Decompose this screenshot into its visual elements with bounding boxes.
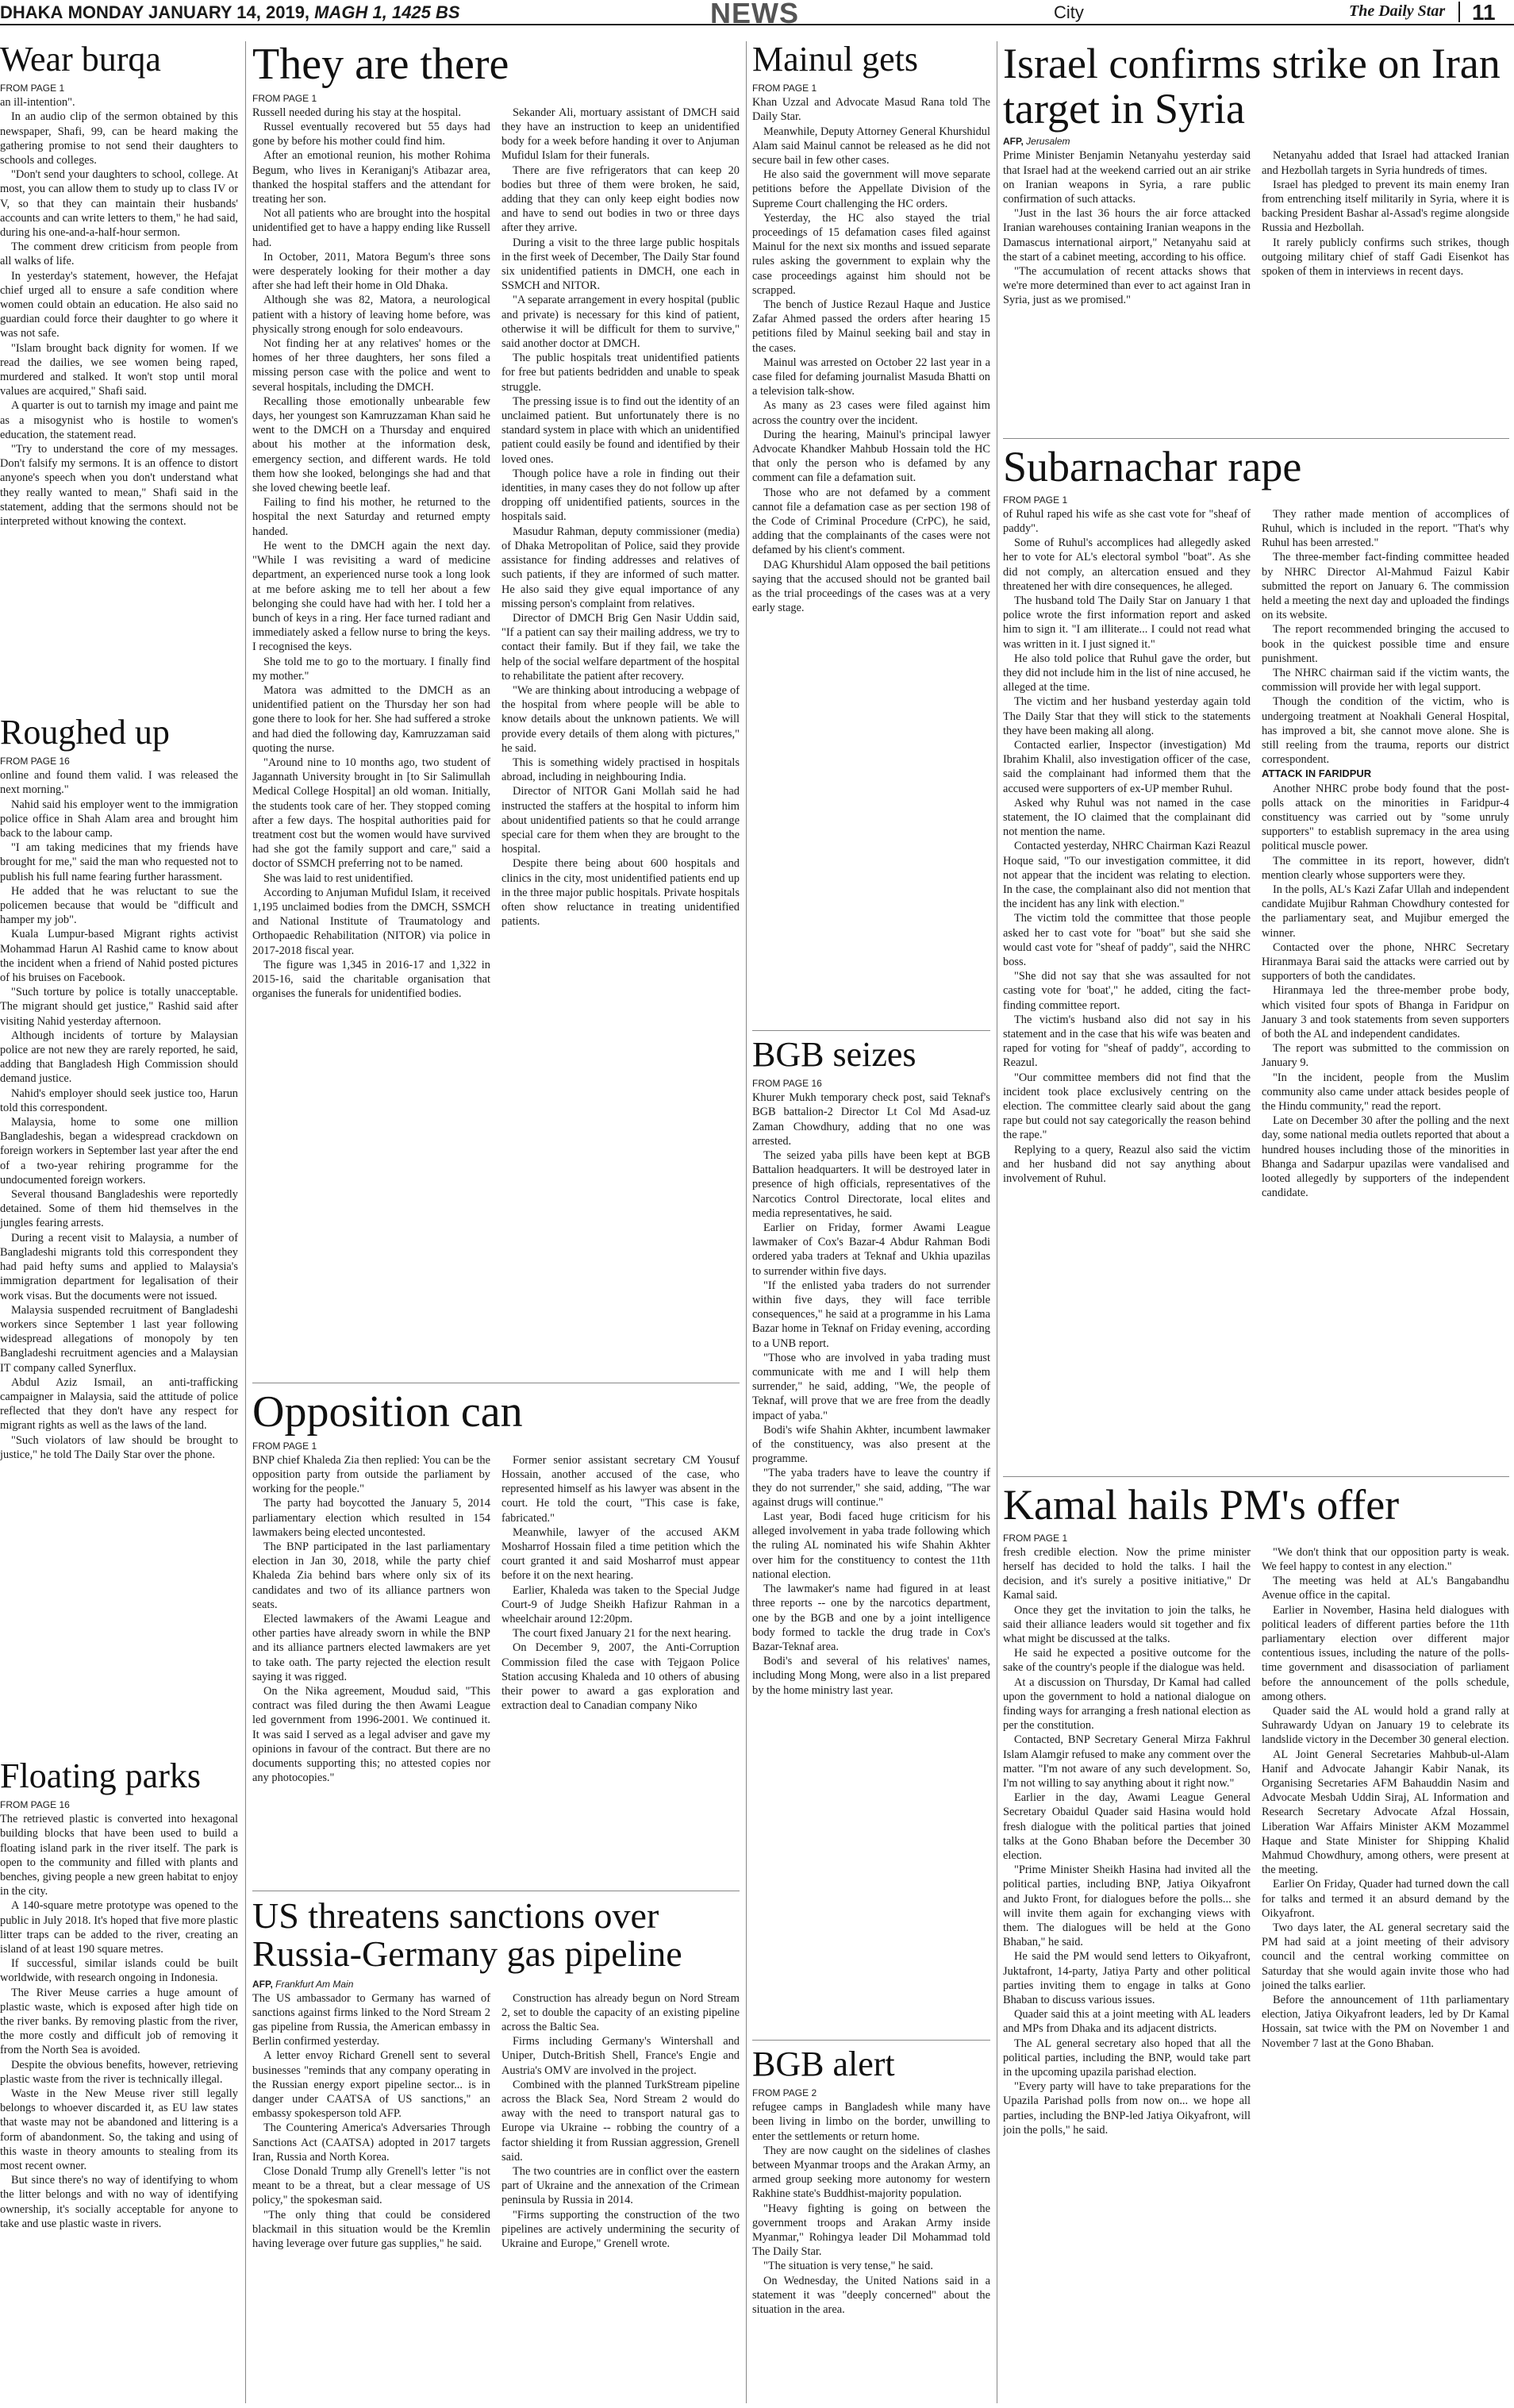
story-paragraph: In October, 2011, Matora Begum's three sons were desperately looking for their mother a day after she had left their home in Old Dhaka.: [252, 250, 490, 293]
story-headline: BGB alert: [752, 2046, 895, 2083]
story-paragraph: The report was submitted to the commission on January 9.: [1262, 1042, 1509, 1070]
story-paragraph: "She did not say that she was assaulted for not casting vote for 'boat'," he added, citing the fact-finding committee report.: [1003, 970, 1251, 1012]
story-paragraph: Recalling those emotionally unbearable few days, her youngest son Kamruzzaman Khan said he went to the DMCH on a Thursday and enquired about his mother at the information desk, emergency section, and different wards. He told them how she looked, belongings she had and that she loved chewing beetle leaf.: [252, 394, 490, 495]
story-paragraph: In an audio clip of the sermon obtained by this newspaper, Shafi, 99, can be heard making the gathering promise to not send their daughters to schools and colleges.: [0, 110, 238, 167]
page-number: 11: [1472, 0, 1496, 25]
story-column: [0, 95, 238, 529]
story-paragraph: She told me to go to the mortuary. I finally find my mother.": [252, 655, 490, 683]
story-floating-parks: [0, 1758, 238, 2405]
story-paragraph: fresh credible election. Now the prime minister herself has decided to hold the talks. I hail the decision, and it's surely a positive initiative," Dr Kamal said.: [1003, 1545, 1251, 1602]
story-column: [1003, 1545, 1251, 2137]
story-paragraph: Not finding her at any relatives' homes or the homes of her three daughters, her sons filed a missing person case with the police and went to several hospitals, including the DMCH.: [252, 337, 490, 394]
story-column: [0, 768, 238, 1462]
dateline-bs-date: MAGH 1, 1425 BS: [314, 2, 460, 22]
story-column: [752, 1091, 990, 1698]
story-paragraph: Another NHRC probe body found that the post-polls attack on the minorities in Faridpur-4 constituency was carried out by "some unruly supporters" to establish supremacy in the area using political muscle power.: [1262, 782, 1509, 853]
story-paragraph: Asked why Ruhul was not named in the case statement, the IO claimed that the complainant did not mention the name.: [1003, 796, 1251, 839]
story-columns: [252, 1991, 740, 2252]
story-paragraph: Construction has already begun on Nord Stream 2, set to double the capacity of an existing pipeline across the Baltic Sea.: [501, 1991, 740, 2033]
story-paragraph: The committee in its report, however, didn't mention clearly whose supporters were they.: [1262, 854, 1509, 882]
story-paragraph: The bench of Justice Rezaul Haque and Justice Zafar Ahmed passed the orders after hearing 15 petitions filed by Mainul seeking bail and stay in the cases.: [752, 298, 990, 355]
story-paragraph: an ill-intention".: [0, 96, 75, 110]
story-columns: [1003, 1545, 1509, 2137]
story-paragraph: Though the condition of the victim, who is undergoing treatment at Noakhali General Hospital, has improved a bit, she cannot move alone. She is still reeling from the trauma, reports our district correspondent.: [1262, 695, 1509, 767]
dateline-date: MONDAY JANUARY 14, 2019,: [67, 2, 310, 22]
story-paragraph: The three-member fact-finding committee headed by NHRC Director Al-Mahmud Faizul Kabir submitted the report on January 6. The commission held a meeting the next day and uploaded the findings on its website.: [1262, 551, 1509, 622]
story-they-are-there: [252, 41, 740, 1379]
story-paragraph: A 140-square metre prototype was opened to the public in July 2018. It's hoped that five more plastic litter traps can be added to the river, creating an island of at least 190 square metres.: [0, 1899, 238, 1956]
story-paragraph: Before the announcement of 11th parliamentary election, Jatiya Oikyafront leaders, led by Dr Kamal Hossain, sat twice with the PM on November 1 and November 7 last at the Gono Bhaban.: [1262, 1993, 1509, 2050]
story-paragraph: "Try to understand the core of my messages. Don't falsify my sermons. It is an offence to distort anyone's speech when you don't understand what they really wanted to mean," Shafi said in the statement, adding that the sermons should not be interpreted without knowing the context.: [0, 443, 238, 529]
story-paragraph: Nahid said his employer went to the immigration police office in Shah Alam area and brought him back to the labour camp.: [0, 798, 238, 840]
story-paragraph: It rarely publicly confirms such strikes, though outgoing military chief of staff Gadi Eisenkot has spoken of them in interviews in recent days.: [1262, 236, 1509, 278]
story-paragraph: Earlier in the day, Awami League General Secretary Obaidul Quader said Hasina would hold fresh dialogue with the political parties that joined talks at the Gono Bhaban before the December 30 election.: [1003, 1791, 1251, 1862]
story-paragraph: Those who are not defamed by a comment cannot file a defamation case as per section 198 of the Code of Criminal Procedure (CrPC), he said, adding that the complainants of the cases were not defamed by his client's comment.: [752, 486, 990, 557]
story-column: [501, 106, 740, 1002]
story-wear-burqa: [0, 41, 238, 714]
story-paragraph: "Prime Minister Sheikh Hasina had invited all the political parties, including BNP, Jatiya Oikyafront and Jukto Front, for dialogues before the polls... she will invite them again for exchanging views with them. The dialogues will be held at the Gono Bhaban," he said.: [1003, 1864, 1251, 1949]
story-paragraph: He added that he was reluctant to sue the policemen because that would be "difficult and hamper my job".: [0, 884, 238, 927]
story-paragraph: Russel eventually recovered but 55 days had gone by before his mother could find him.: [252, 121, 490, 148]
story-column: [1262, 1545, 1509, 2137]
story-paragraph: The victim and her husband yesterday again told The Daily Star that they will stick to the statements they have been making all along.: [1003, 695, 1251, 737]
story-paragraph: The River Meuse carries a huge amount of plastic waste, which is exposed after high tide on the river banks. By removing plastic from the river, the more costly and difficult job of removing it from the North Sea is avoided.: [0, 1986, 238, 2057]
story-paragraph: He also told police that Ruhul gave the order, but they did not include him in the list of nine accused, he alleged at the time.: [1003, 652, 1251, 694]
story-paragraph: Malaysia, home to some one million Bangladeshis, began a widespread crackdown on foreign workers in September last year after the end of a two-year rehiring programme for the undocumented foreign workers.: [0, 1116, 238, 1187]
story-paragraph: Waste in the New Meuse river still legally belongs to whoever discarded it, as EU law states that waste may not be abandoned and littering is a form of abandonment. So, the taking and using of this waste in theory amounts to stealing from its most recent owner.: [0, 2087, 238, 2173]
story-paragraph: "The accumulation of recent attacks shows that we're more determined than ever to act against Iran in Syria, just as we promised.": [1003, 265, 1251, 307]
story-paragraph: online and found them valid. I was released the next morning.": [0, 769, 238, 797]
story-headline: Wear burqa: [0, 41, 161, 79]
story-paragraph: The pressing issue is to find out the identity of an unclaimed patient. But unfortunately there is no standard system in place with which an unidentified patient could easily be found and identified by their loved ones.: [501, 394, 740, 466]
story-kicker: FROM PAGE 1: [1003, 1532, 1068, 1544]
story-paragraph: Mainul was arrested on October 22 last year in a case filed for defaming journalist Masuda Bhatti on a television talk-show.: [752, 356, 990, 398]
section-title: NEWS: [710, 0, 799, 29]
story-paragraph: During the hearing, Mainul's principal lawyer Advocate Khandker Mahbub Hossain told the HC that only the person who is defamed by any comment can file a defamation suit.: [752, 428, 990, 485]
story-columns: [1003, 148, 1509, 307]
story-paragraph: Failing to find his mother, he returned to the hospital the next Saturday and returned empty handed.: [252, 496, 490, 538]
story-paragraph: Director of NITOR Gani Mollah said he had instructed the staffers at the hospital to inform him about unidentified patients so that he could arrange special care for them when they are brought to the hospital.: [501, 785, 740, 856]
story-location: Jerusalem: [1026, 136, 1070, 148]
newspaper-logo: The Daily Star: [1349, 2, 1446, 20]
story-paragraph: He said the PM would send letters to Oikyafront, Juktafront, 14-party, Jatiya Party and other political parties inviting them to engage in talks at Gono Bhaban to discuss various issues.: [1003, 1950, 1251, 2006]
story-paragraph: If successful, similar islands could be built worldwide, with research ongoing in Indonesia.: [0, 1957, 238, 1985]
story-paragraph: "Firms supporting the construction of the two pipelines are actively undermining the security of Ukraine and Europe," Grenell wrote.: [501, 2208, 740, 2251]
story-columns: [1003, 507, 1509, 1201]
story-paragraph: "Every party will have to take preparations for the Upazila Parishad polls from now on... we hope all parties, including the BNP-led Jatiya Oikyafront, will join the polls," he said.: [1003, 2080, 1251, 2137]
story-paragraph: The comment drew criticism from people from all walks of life.: [0, 240, 238, 268]
story-column: [252, 1991, 490, 2252]
story-headline: Roughed up: [0, 714, 170, 752]
story-paragraph: The party had boycotted the January 5, 2014 parliamentary election which resulted in 154 lawmakers being elected uncontested.: [252, 1497, 490, 1539]
story-paragraph: Russell needed during his stay at the hospital.: [252, 106, 461, 119]
story-paragraph: On the Nika agreement, Moudud said, "This contract was filed during the then Awami League led government from 1996-2001. We continued it. It was said I served as a legal adviser and gave my opinions in favour of the contract. But there are no documents supporting this; no attested copies nor any photocopies.": [252, 1685, 490, 1785]
story-paragraph: Although incidents of torture by Malaysian police are not new they are rarely reported, he said, adding that Bangladesh High Commission should demand justice.: [0, 1029, 238, 1086]
story-headline: They are there: [252, 41, 509, 89]
story-paragraph: Though police have a role in finding out their identities, in many cases they do not follow up after dropping off unidentified patients, sources in the hospitals said.: [501, 467, 740, 524]
story-paragraph: The husband told The Daily Star on January 1 that police wrote the first information report and asked him to sign it. "I am illiterate... I could not read what was written in it. I just signed it.": [1003, 594, 1251, 651]
story-paragraph: Several thousand Bangladeshis were reportedly detained. Some of them hid themselves in the jungles fearing arrests.: [0, 1188, 238, 1230]
story-kicker: FROM PAGE 1: [0, 83, 65, 94]
story-paragraph: Bodi's wife Shahin Akhter, incumbent lawmaker of the constituency, was also present at the programme.: [752, 1423, 990, 1466]
story-column: [252, 106, 490, 1002]
story-paragraph: Late on December 30 after the polling and the next day, some national media outlets reported that about a hundred houses including those of the minorities in Bhanga and Sadarpur upazilas were vandalised and looted allegedly by supporters of the independent candidate.: [1262, 1114, 1509, 1200]
story-paragraph: She was laid to rest unidentified.: [263, 871, 413, 885]
story-subarnachar-rape: [1003, 444, 1509, 1471]
story-divider: [752, 2040, 990, 2041]
story-paragraph: Netanyahu added that Israel had attacked Iranian and Hezbollah targets in Syria hundreds of times.: [1262, 149, 1509, 177]
story-paragraph: As many as 23 cases were filed against him across the country over the incident.: [752, 399, 990, 427]
story-paragraph: Firms including Germany's Wintershall and Uniper, Dutch-British Shell, France's Engie and Austria's OMV are involved in the project.: [501, 2035, 740, 2077]
story-paragraph: Contacted over the phone, NHRC Secretary Hiranmaya Barai said the attacks were carried out by supporters of both the candidates.: [1262, 941, 1509, 983]
story-paragraph: Meanwhile, Deputy Attorney General Khurshidul Alam said Mainul cannot be released as he did not secure bail in few other cases.: [752, 125, 990, 167]
story-paragraph: Contacted earlier, Inspector (investigation) Md Ibrahim Khalil, also investigation officer of the case, said the complainant had informed them that the accused were supporters of ex-UP member Ruhul.: [1003, 738, 1251, 795]
story-paragraph: "We don't think that our opposition party is weak. We feel happy to contest in any election.": [1262, 1545, 1509, 1573]
story-paragraph: The lawmaker's name had figured in at least three reports -- one by the narcotics department, one by the BGB and one by a joint intelligence body formed to tackle the drug trade in Cox's Bazar-Teknaf area.: [752, 1583, 990, 1653]
story-column: [1262, 507, 1509, 1201]
story-paragraph: "Heavy fighting is going on between the government troops and Arakan Army inside Myanmar," Rohingya leader Dil Mohammad told The Daily Star.: [752, 2202, 990, 2259]
story-kicker: FROM PAGE 1: [1003, 494, 1068, 506]
story-paragraph: Earlier, Khaleda was taken to the Special Judge Court-9 of Judge Sheikh Hafizur Rahman in a wheelchair around 12:20pm.: [501, 1583, 740, 1626]
story-paragraph: Although she was 82, Matora, a neurological patient with a history of leaving home before, was physically strong enough for solo endeavours.: [252, 294, 490, 336]
story-paragraph: "Our committee members did not find that the incident took place exclusively centring on the election. The committee clearly said about the gang rape but could not say categorically the reason behind the rape.": [1003, 1071, 1251, 1142]
story-paragraph: During a recent visit to Malaysia, a number of Bangladeshi migrants told this correspondent they had paid hefty sums and applied to Malaysia's immigration department for legalisation of their work visas. But the documents were not issued.: [0, 1231, 238, 1302]
story-paragraph: "Around nine to 10 months ago, two student of Jagannath University brought in [to Sir Salimullah Medical College Hospital] an old woman. Initially, the students took care of her. They stopped coming after a few days. The hospital authorities paid for treatment cost but the women would have survived had she got the family support and care," said a doctor of SSMCH preferring not to be named.: [252, 756, 490, 871]
story-paragraph: At a discussion on Thursday, Dr Kamal had called upon the government to hold a national dialogue on finding ways for arranging a fresh national election as per the constitution.: [1003, 1675, 1251, 1733]
story-paragraph: On Wednesday, the United Nations said in a statement it was "deeply concerned" about the situation in the area.: [752, 2274, 990, 2317]
story-paragraph: In yesterday's statement, however, the Hefajat chief urged all to ensure a safe condition where women could obtain an education. He also said no guardian could force their daughter to go where it was not safe.: [0, 269, 238, 340]
story-paragraph: Israel has pledged to prevent its main enemy Iran from entrenching itself militarily in Syria, where it is backing President Bashar al-Assad's regime alongside Russia and Hezbollah.: [1262, 178, 1509, 235]
story-paragraph: "The situation is very tense," he said.: [763, 2260, 933, 2273]
story-paragraph: Two days later, the AL general secretary said the PM had said at a joint meeting of their advisory council and the central working committee on Saturday that she would again invite those who had joined the talks earlier.: [1262, 1921, 1509, 1992]
story-paragraph: The AL general secretary also hoped that all the political parties, including the BNP, would take part in the upcoming upazila parishad election.: [1003, 2037, 1251, 2079]
story-paragraph: The report recommended bringing the accused to book in the quickest possible time and ensure punishment.: [1262, 623, 1509, 665]
story-paragraph: Yesterday, the HC also stayed the trial proceedings of 15 defamation cases filed against Mainul for the next six months and issued separate rules asking the government to explain why the case proceedings against him should not be scrapped.: [752, 211, 990, 297]
story-paragraph: The seized yaba pills have been kept at BGB Battalion headquarters. It will be destroyed later in presence of high officials, representatives of the Narcotics Control Directorate, local elites and media representatives, he said.: [752, 1149, 990, 1220]
story-paragraph: The Countering America's Adversaries Through Sanctions Act (CAATSA) adopted in 2017 targets Iran, Russia and North Korea.: [252, 2121, 490, 2164]
story-paragraph: "Islam brought back dignity for women. If we read the dailies, we see women being raped, murdered and stalked. It won't stop until moral values are acquired," Shafi said.: [0, 341, 238, 398]
story-paragraph: Bodi's and several of his relatives' names, including Mong Mong, were also in a list prepared by the home ministry last year.: [752, 1655, 990, 1697]
story-paragraph: Nahid's employer should seek justice too, Harun told this correspondent.: [0, 1087, 238, 1114]
story-paragraph: This is something widely practised in hospitals abroad, including in neighbouring India.: [501, 756, 740, 784]
column-divider: [746, 41, 747, 2403]
story-kicker: FROM PAGE 16: [0, 1799, 70, 1811]
column-divider: [245, 41, 246, 2403]
story-location: Frankfurt Am Main: [275, 1978, 354, 1990]
story-divider: [752, 1030, 990, 1031]
story-columns: [252, 1453, 740, 1786]
story-kamal-hails: [1003, 1483, 1509, 2405]
story-paragraph: "Don't send your daughters to school, college. At most, you can allow them to study up to class IV or V, so that they can maintain their husbands' accounts and can write letters to them," he had said, during his one-and-a-half-hour sermon.: [0, 168, 238, 240]
story-column: [501, 1991, 740, 2252]
story-paragraph: DAG Khurshidul Alam opposed the bail petitions saying that the accused should not be granted bail as the trial proceedings of the cases was at a very early stage.: [752, 558, 990, 615]
story-headline: Israel confirms strike on Iran target in Syria: [1003, 41, 1501, 133]
story-paragraph: Meanwhile, lawyer of the accused AKM Mosharrof Hossain filed a time petition which the court granted it and said Mosharrof must appear before it on the next hearing.: [501, 1525, 740, 1583]
section-zone: City: [1054, 2, 1084, 22]
story-paragraph: "Just in the last 36 hours the air force attacked Iranian warehouses containing Iranian weapons in the Damascus international airport," Netanyahu said at the start of a cabinet meeting, according to his office.: [1003, 207, 1251, 263]
story-paragraph: The two countries are in conflict over the eastern part of Ukraine and the annexation of the Crimean peninsula by Russia in 2014.: [501, 2165, 740, 2207]
story-kicker: FROM PAGE 1: [752, 83, 817, 94]
story-mainul-gets: [752, 41, 990, 1025]
story-bgb-alert: [752, 2046, 990, 2405]
story-paragraph: The victim told the committee that those people asked her to cast vote for "boat" but she said she would cast vote for "sheaf of paddy", said the NHRC boss.: [1003, 912, 1251, 968]
story-paragraph: He went to the DMCH again the next day. "While I was revisiting a ward of medicine department, an experienced nurse took a long look at me before asking me to tell her about a few belonging she could have had with her. I told her a bunch of keys in a ring. Her face turned radiant and immediately asked a fellow nurse to bring the keys. I recognised the keys.: [252, 539, 490, 654]
story-paragraph: He said he expected a positive outcome for the sake of the country's people if the dialogue was held.: [1003, 1647, 1251, 1675]
story-paragraph: Some of Ruhul's accomplices had allegedly asked her to vote for AL's electoral symbol "boat". As she did not comply, an altercation ensued and they threatened her with dire consequences, he alleged.: [1003, 537, 1251, 593]
story-paragraph: Malaysia suspended recruitment of Bangladeshi workers since September 1 last year following widespread allegations of monopoly by ten Bangladeshi recruitment agencies and a Malaysian IT company called Synerflux.: [0, 1303, 238, 1375]
story-kicker: FROM PAGE 16: [752, 1078, 822, 1090]
story-israel-strike: [1003, 41, 1509, 433]
story-paragraph: Close Donald Trump ally Grenell's letter "is not meant to be a threat, but a clear message of US policy," the spokesman said.: [252, 2165, 490, 2207]
story-dateline: [1003, 136, 1509, 147]
story-headline: Subarnachar rape: [1003, 444, 1302, 490]
story-paragraph: Khurer Mukh temporary check post, said Teknaf's BGB battalion-2 Director Lt Col Md Asad-uz Zaman Chowdhury, adding that no one was arrested.: [752, 1091, 990, 1148]
story-paragraph: After an emotional reunion, his mother Rohima Begum, who lives in Keraniganj's Atibazar area, thanked the hospital staffers and the attendant for treating her son.: [252, 149, 490, 206]
story-kicker: FROM PAGE 1: [252, 92, 317, 104]
story-kicker: FROM PAGE 16: [0, 756, 70, 767]
story-paragraph: There are five refrigerators that can keep 20 bodies but three of them were broken, he said, adding that they can only keep eight bodies now and have to send out bodies in two or three days after they arrive.: [501, 163, 740, 235]
story-paragraph: The retrieved plastic is converted into hexagonal building blocks that have been used to build a floating island park in the river itself. The park is open to the community and filled with plants and benches, giving people a new green habitat to enjoy in the city.: [0, 1813, 238, 1898]
story-paragraph: "In the incident, people from the Muslim community also came under attack besides people of the Hindu community," read the report.: [1262, 1071, 1509, 1114]
story-paragraph: The meeting was held at AL's Bangabandhu Avenue office in the capital.: [1262, 1575, 1509, 1602]
story-paragraph: The NHRC chairman said if the victim wants, the commission will provide her with legal support.: [1262, 666, 1509, 694]
story-paragraph: "Such torture by police is totally unacceptable. The migrant should get justice," Rashid said after visiting Nahid yesterday afternoon.: [0, 986, 238, 1028]
story-paragraph: Contacted, BNP Secretary General Mirza Fakhrul Islam Alamgir refused to make any comment over the matter. "I'm not aware of any such development. So, I'm not willing to say anything about it right now.": [1003, 1733, 1251, 1790]
story-divider: [1003, 1476, 1509, 1477]
story-divider: [1003, 438, 1509, 439]
story-paragraph: of Ruhul raped his wife as she cast vote for "sheaf of paddy".: [1003, 507, 1251, 535]
story-bgb-seizes: [752, 1037, 990, 2037]
story-paragraph: Combined with the planned TurkStream pipeline across the Black Sea, Nord Stream 2 would do away with the need to transport natural gas to Europe via Ukraine -- robbing the country of a factor shielding it from Russian aggression, Grenell said.: [501, 2078, 740, 2164]
story-paragraph: "The only thing that could be considered blackmail in this situation would be the Kremlin having leverage over future gas supplies," he said.: [252, 2208, 490, 2251]
story-paragraph: Director of DMCH Brig Gen Nasir Uddin said, "If a patient can say their mailing address, we try to contact their family. But if they fail, we take the help of the social welfare department of the hospital to rehabilitate the patient after recovery.: [501, 611, 740, 683]
story-paragraph: Contacted yesterday, NHRC Chairman Kazi Reazul Hoque said, "To our investigation committee, it did not appear that the incident was relating to election. In the case, the complainant also did not mention that the incident has any link with election.": [1003, 840, 1251, 911]
story-paragraph: According to Anjuman Mufidul Islam, it received 1,195 unclaimed bodies from the DMCH, SSMCH and National Institute of Traumatology and Orthopaedic Rehabilitation (NITOR) via police in 2017-2018 fiscal year.: [252, 886, 490, 957]
story-paragraph: He also said the government will move separate petitions before the Appellate Division of the Supreme Court challenging the HC orders.: [752, 168, 990, 210]
story-paragraph: Despite there being about 600 hospitals and clinics in the city, most unidentified patients end up in the three major public hospitals. Private hospitals often show reluctance in treating unidentified patients.: [501, 857, 740, 929]
story-paragraph: "I am taking medicines that my friends have brought for me," said the man who requested not to publish his full name fearing further harassment.: [0, 841, 238, 883]
story-paragraph: Elected lawmakers of the Awami League and other parties have already sworn in while the BNP and its alliance partners elected lawmakers are yet to take oath. The party rejected the election result saying it was rigged.: [252, 1613, 490, 1683]
story-paragraph: "Those who are involved in yaba trading must communicate with me and I will help them surrender," he said, adding, "We, the people of Teknaf, will prove that we are free from the deadly impact of yaba.": [752, 1351, 990, 1422]
story-paragraph: A quarter is out to tarnish my image and paint me as a misogynist who is hostile to women's education, the statement read.: [0, 399, 238, 441]
story-paragraph: On December 9, 2007, the Anti-Corruption Commission filed the case with Tejgaon Police Station accusing Khaleda and 10 others of abusing their power to award a gas exploration and extraction deal to Canadian company Niko: [501, 1641, 740, 1713]
story-paragraph: ATTACK IN FARIDPUR: [1262, 767, 1372, 780]
story-paragraph: Kuala Lumpur-based Migrant rights activist Mohammad Harun Al Rashid came to know about the incident when a friend of Nahid posted pictures of his bruises on Facebook.: [0, 928, 238, 985]
story-headline: US threatens sanctions over Russia-Germany gas pipeline: [252, 1897, 682, 1975]
story-paragraph: Hiranmaya led the three-member probe body, which visited four spots of Bhanga in Faridpur on January 3 and took statements from seven supporters of both the AL and independent candidates.: [1262, 984, 1509, 1041]
story-paragraph: The victim's husband also did not say in his statement and in the case that his wife was beaten and raped for voting for "sheaf of paddy", according to Reazul.: [1003, 1013, 1251, 1070]
story-headline: Mainul gets: [752, 41, 918, 79]
story-paragraph: Sekander Ali, mortuary assistant of DMCH said they have an instruction to keep an unidentified body for a week before handing it over to Anjuman Mufidul Islam for their funerals.: [501, 106, 740, 163]
masthead-divider: [1458, 2, 1460, 22]
story-columns: [252, 106, 740, 1002]
story-paragraph: Khan Uzzal and Advocate Masud Rana told The Daily Star.: [752, 96, 990, 124]
story-paragraph: They rather made mention of accomplices of Ruhul, which is included in the report. "That's why Ruhul has been arrested.": [1262, 507, 1509, 550]
story-paragraph: In the polls, AL's Kazi Zafar Ullah and independent candidate Mujibur Rahman Chowdhury contested for the parliamentary seat, and Mujibur emerged the winner.: [1262, 883, 1509, 940]
story-column: [501, 1453, 740, 1786]
story-column: [752, 2100, 990, 2317]
story-paragraph: The figure was 1,345 in 2016-17 and 1,322 in 2015-16, said the charitable organisation that organises the funerals for unidentified bodies.: [252, 958, 490, 1001]
story-paragraph: refugee camps in Bangladesh while many have been living in limbo on the border, unwilling to enter the settlements or return home.: [752, 2101, 990, 2143]
story-headline: Kamal hails PM's offer: [1003, 1483, 1400, 1529]
story-paragraph: But since there's no way of identifying to whom the litter belongs and with no way of identifying ownership, it's socially acceptable for anyone to take and use plastic waste in rivers.: [0, 2174, 238, 2230]
story-paragraph: The BNP participated in the last parliamentary election in Jan 30, 2018, while the party chief Khaleda Zia behind bars where only six of its candidates and two of its alliance partners won seats.: [252, 1541, 490, 1611]
story-paragraph: "A separate arrangement in every hospital (public and private) is necessary for this kind of patient, otherwise it will be difficult for them to survive," said another doctor at DMCH.: [501, 294, 740, 351]
story-headline: Opposition can: [252, 1389, 523, 1437]
story-paragraph: "The yaba traders have to leave the country if they do not surrender," she said, adding, "The war against drugs will continue.": [752, 1467, 990, 1509]
story-headline: Floating parks: [0, 1758, 201, 1795]
story-paragraph: Abdul Aziz Ismail, an anti-trafficking campaigner in Malaysia, said the attitude of police reflected that they don't have any respect for migrant rights as well as the laws of the land.: [0, 1375, 238, 1433]
story-paragraph: AL Joint General Secretaries Mahbub-ul-Alam Hanif and Advocate Jahangir Kabir Nanak, its Organising Secretaries AFM Bahauddin Nasim and Advocate Mesbah Uddin Siraj, AL Information and Research Secretary Advocate Afzal Hossain, Liberation War Affairs Minister AKM Mozammel Haque and State Minister for Shipping Khalid Mahmud Chowdhury, among others, were present at the meeting.: [1262, 1748, 1509, 1877]
story-paragraph: Matora was admitted to the DMCH as an unidentified patient on the Thursday her son had gone there to look for her. She had suffered a stroke and had died the following day, Kamruzzaman said quoting the nurse.: [252, 683, 490, 755]
story-agency: AFP,: [252, 1978, 273, 1990]
story-paragraph: The US ambassador to Germany has warned of sanctions against firms linked to the Nord Stream 2 gas pipeline from Russia, the American embassy in Berlin confirmed yesterday.: [252, 1991, 490, 2048]
story-column: [1003, 507, 1251, 1201]
story-paragraph: A letter envoy Richard Grenell sent to several businesses "reminds that any company operating in the Russian energy export pipeline sector... is in danger under CAATSA of US sanctions," an embassy spokesperson told AFP.: [252, 2049, 490, 2121]
story-paragraph: The public hospitals treat unidentified patients for free but patients bedridden and unable to speak struggle.: [501, 352, 740, 394]
story-paragraph: Prime Minister Benjamin Netanyahu yesterday said that Israel had at the weekend carried out an air strike on Iranian weapons in Syria, a rare public confirmation of such attacks.: [1003, 149, 1251, 206]
story-paragraph: Not all patients who are brought into the hospital unidentified get to have a happy ending like Russell had.: [252, 207, 490, 249]
story-paragraph: "If the enlisted yaba traders do not surrender within five days, they will face terrible consequences," he said at a programme in his Lama Bazar home in Teknaf on Friday evening, according to a UNB report.: [752, 1279, 990, 1350]
story-paragraph: Quader said this at a joint meeting with AL leaders and MPs from Dhaka and its adjacent districts.: [1003, 2008, 1251, 2036]
story-paragraph: Last year, Bodi faced huge criticism for his alleged involvement in yaba trade following which the ruling AL nominated his wife Shahin Akhter over him for the constituency to contest the 11th national election.: [752, 1510, 990, 1581]
story-kicker: FROM PAGE 1: [252, 1440, 317, 1452]
story-paragraph: Replying to a query, Reazul also said the victim and her husband did not say anything about involvement of Ruhul.: [1003, 1143, 1251, 1186]
story-column: [1262, 148, 1509, 307]
story-opposition-can: [252, 1389, 740, 1887]
masthead: [0, 0, 1514, 29]
story-paragraph: "Such violators of law should be brought to justice," he told The Daily Star over the phone.: [0, 1433, 238, 1461]
story-kicker: FROM PAGE 2: [752, 2087, 817, 2099]
story-paragraph: Despite the obvious benefits, however, retrieving plastic waste from the river is technically illegal.: [0, 2058, 238, 2086]
story-column: [0, 1812, 238, 2231]
story-paragraph: Quader said the AL would hold a grand rally at Suhrawardy Udyan on January 19 to celebrate its landslide victory in the December 30 general election.: [1262, 1704, 1509, 1747]
story-paragraph: Earlier in November, Hasina held dialogues with political leaders of different parties before the 11th parliamentary election over different major contentious issues, including the nature of the polls-time government and disassociation of parliament before the announcement of the polls schedule, among others.: [1262, 1603, 1509, 1703]
story-column: [752, 95, 990, 615]
story-paragraph: Earlier on Friday, former Awami League lawmaker of Cox's Bazar-4 Abdur Rahman Bodi ordered yaba traders at Teknaf and Ukhia upazilas to surrender within five days.: [752, 1221, 990, 1278]
story-paragraph: BNP chief Khaleda Zia then replied: You can be the opposition party from outside the parliament by working for the people.": [252, 1453, 490, 1496]
dateline-city: DHAKA: [0, 2, 63, 22]
story-column: [1003, 148, 1251, 307]
story-headline: BGB seizes: [752, 1037, 916, 1074]
dateline: [0, 2, 460, 23]
story-paragraph: Former senior assistant secretary CM Yousuf Hossain, another accused of the case, who represented himself as his lawyer was absent in the court. He told the court, "This case is fake, fabricated.": [501, 1453, 740, 1525]
story-paragraph: They are now caught on the sidelines of clashes between Myanmar troops and the Arakan Army, an armed group seeking more autonomy for western Rakhine state's Buddhist-majority population.: [752, 2144, 990, 2201]
story-agency: AFP,: [1003, 136, 1024, 148]
story-paragraph: During a visit to the three large public hospitals in the first week of December, The Daily Star found six unidentified patients in DMCH, one each in SSMCH and NITOR.: [501, 236, 740, 293]
story-dateline: [252, 1979, 740, 1990]
story-paragraph: "We are thinking about introducing a webpage of the hospital from where people will be able to know details about the unknown patients. We will provide every details of them along with pictures," he said.: [501, 683, 740, 755]
story-paragraph: Masudur Rahman, deputy commissioner (media) of Dhaka Metropolitan of Police, said they provide assistance for finding addresses and relatives of such patients, if they are informed of such matter. He also said they give equal importance of any missing person's complaint from relatives.: [501, 525, 740, 610]
story-us-sanctions: [252, 1897, 740, 2405]
story-paragraph: The court fixed January 21 for the next hearing.: [513, 1627, 732, 1641]
story-paragraph: Earlier On Friday, Quader had turned down the call for talks and termed it an absurd demand by the Oikyafront.: [1262, 1878, 1509, 1920]
story-paragraph: Once they get the invitation to join the talks, he said their alliance leaders would sit together and fix what might be discussed at the talks.: [1003, 1603, 1251, 1645]
story-roughed-up: [0, 714, 238, 1756]
story-column: [252, 1453, 490, 1786]
